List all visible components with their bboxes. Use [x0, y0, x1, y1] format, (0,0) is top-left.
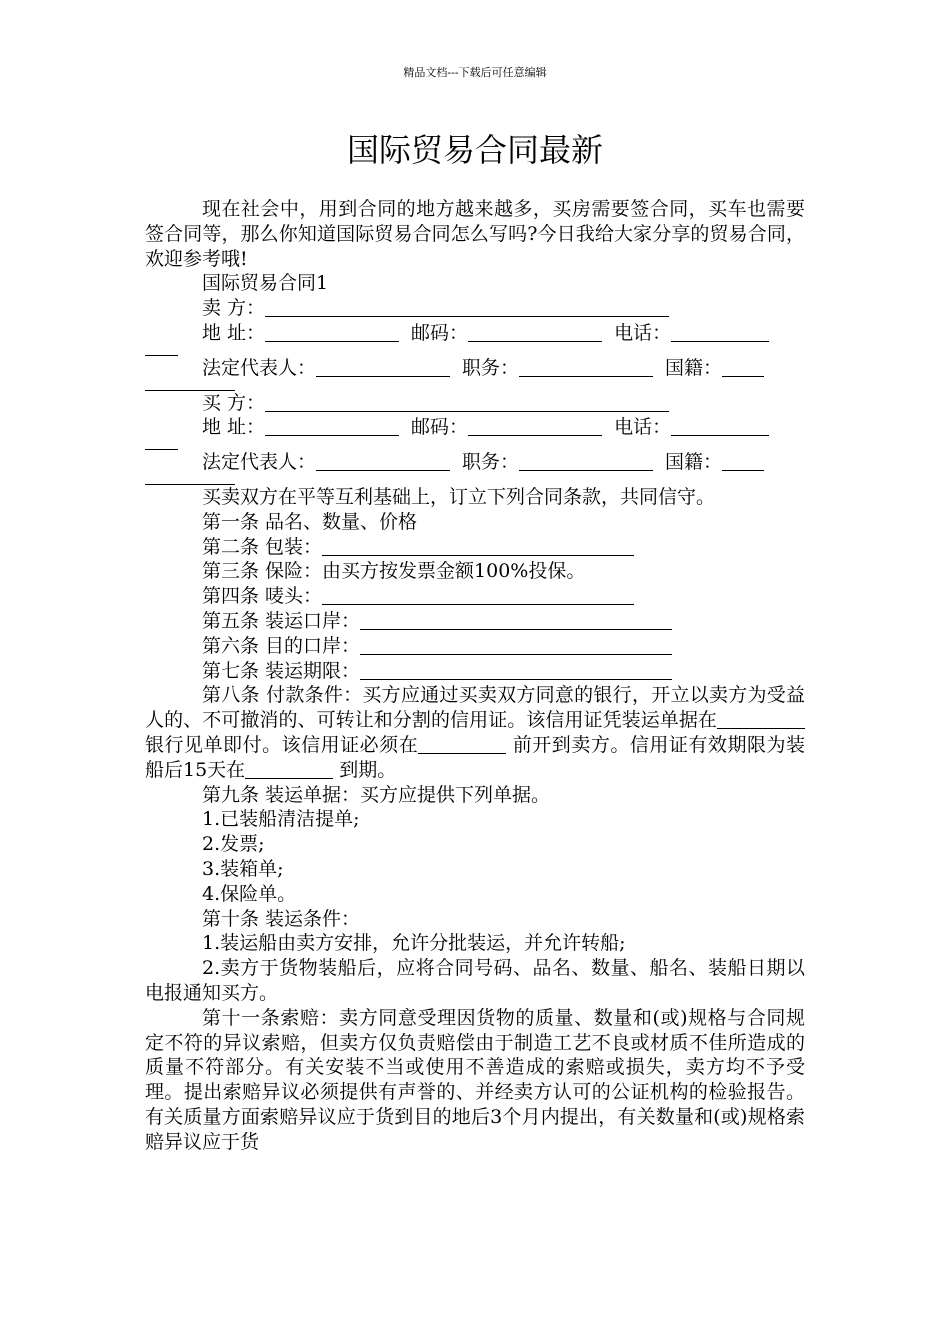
article-3: 第三条 保险：由买方按发票金额100%投保。: [202, 560, 586, 583]
seller-postcode-field[interactable]: [468, 324, 602, 342]
article-5-line: [145, 609, 805, 634]
buyer-rep-field[interactable]: [316, 453, 450, 471]
seller-position-field[interactable]: [519, 359, 653, 377]
article-2: 第二条 包装：: [202, 535, 323, 558]
seller-phone-label: 电话：: [614, 321, 672, 344]
article-8-part-1: 第八条 付款条件：买方应通过买卖双方同意的银行，开立以卖方为受益人的、不可撤消的、可转让和分割的信用证。该信用证凭装运单据在: [145, 684, 805, 732]
article-4-line: [145, 584, 805, 609]
lc-open-date-field[interactable]: [418, 736, 506, 754]
article-10-item: 2.卖方于货物装船后，应将合同号码、品名、数量、船名、装船日期以电报通知买方。: [145, 957, 805, 1004]
seller-rep-field[interactable]: [316, 359, 450, 377]
article-6-line: [145, 634, 805, 659]
seller-label: 卖 方：: [202, 297, 266, 320]
article-10: 第十条 装运条件：: [202, 907, 361, 930]
seller-nationality-field-tail: [145, 384, 235, 391]
buyer-name-field[interactable]: [265, 394, 669, 412]
article-7: 第七条 装运期限：: [202, 659, 361, 682]
buyer-position-field[interactable]: [519, 453, 653, 471]
agreement-line: 买卖双方在平等互利基础上，订立下列合同条款，共同信守。: [202, 485, 716, 508]
article-8-part-4: 到期。: [333, 758, 397, 781]
seller-nationality-field[interactable]: [722, 359, 764, 377]
article-9-item: 1.已装船清洁提单;: [202, 808, 360, 831]
buyer-position-label: 职务：: [462, 451, 520, 474]
destination-port-field[interactable]: [360, 637, 672, 655]
article-10-item: 1.装运船由卖方安排，允许分批装运，并允许转船;: [202, 932, 626, 955]
article-9-item: 3.装箱单;: [202, 857, 284, 880]
buyer-phone-field[interactable]: [671, 418, 769, 436]
seller-line: [145, 296, 805, 321]
shipping-mark-field[interactable]: [322, 587, 634, 605]
article-1: 第一条 品名、数量、价格: [202, 510, 418, 533]
article-7-line: [145, 659, 805, 684]
buyer-address-label: 地 址：: [202, 416, 266, 439]
buyer-label: 买 方：: [202, 391, 266, 414]
seller-postcode-label: 邮码：: [411, 321, 469, 344]
lc-expiry-place-field[interactable]: [245, 761, 333, 779]
loading-port-field[interactable]: [360, 612, 672, 630]
seller-nationality-label: 国籍：: [665, 356, 723, 379]
buyer-nationality-label: 国籍：: [665, 451, 723, 474]
document-title: 国际贸易合同最新: [346, 131, 603, 169]
buyer-postcode-field[interactable]: [468, 418, 602, 436]
buyer-line: [145, 391, 805, 416]
buyer-rep-label: 法定代表人：: [202, 451, 317, 474]
buyer-address-line: [145, 415, 805, 440]
buyer-rep-line: [145, 450, 805, 475]
seller-address-line: [145, 321, 805, 346]
article-4: 第四条 唛头：: [202, 585, 323, 608]
buyer-nationality-field-tail: [145, 478, 235, 485]
packing-field[interactable]: [322, 538, 634, 556]
article-5: 第五条 装运口岸：: [202, 609, 361, 632]
contract-heading: 国际贸易合同1: [202, 272, 329, 295]
buyer-phone-field-tail: [145, 443, 178, 450]
article-9-item: 4.保险单。: [202, 882, 297, 905]
intro-paragraph: 现在社会中，用到合同的地方越来越多，买房需要签合同，买车也需要签合同等，那么你知道国际贸易合同怎么写吗?今日我给大家分享的贸易合同，欢迎参考哦!: [145, 198, 805, 270]
shipment-period-field[interactable]: [360, 662, 672, 680]
article-8-part-3: 前开到卖方。信用证有效期限为装船后15天在: [145, 733, 805, 781]
article-11: 第十一条索赔：卖方同意受理因货物的质量、数量和(或)规格与合同规定不符的异议索赔，但卖方仅负责赔偿由于制造工艺不良或材质不佳所造成的质量不符部分。有关安装不当或使用不善造成的索赔或损失，卖方均不予受理。提出索赔异议必须提供有声誉的、并经卖方认可的公证机构的检验报告。有关质量方面索赔异议应于货到目的地后3个月内提出，有关数量和(或)规格索赔异议应于货: [145, 1006, 805, 1153]
buyer-phone-label: 电话：: [614, 416, 672, 439]
seller-position-label: 职务：: [462, 356, 520, 379]
article-2-line: [145, 535, 805, 560]
article-9-item: 2.发票;: [202, 833, 265, 856]
document-body: [145, 197, 805, 1154]
buyer-postcode-label: 邮码：: [411, 416, 469, 439]
seller-address-label: 地 址：: [202, 321, 266, 344]
seller-rep-label: 法定代表人：: [202, 356, 317, 379]
seller-address-field[interactable]: [265, 324, 399, 342]
article-9: 第九条 装运单据：买方应提供下列单据。: [202, 783, 551, 806]
page-header: 精品文档---下载后可任意编辑: [403, 66, 547, 79]
buyer-nationality-field[interactable]: [722, 453, 764, 471]
buyer-address-field[interactable]: [265, 418, 399, 436]
article-6: 第六条 目的口岸：: [202, 634, 361, 657]
seller-phone-field[interactable]: [671, 324, 769, 342]
article-8-part-2: 银行见单即付。该信用证必须在: [145, 733, 419, 756]
bank-field[interactable]: [717, 711, 805, 729]
article-8: [145, 683, 805, 782]
seller-phone-field-tail: [145, 349, 178, 356]
seller-name-field[interactable]: [265, 299, 669, 317]
seller-rep-line: [145, 356, 805, 381]
